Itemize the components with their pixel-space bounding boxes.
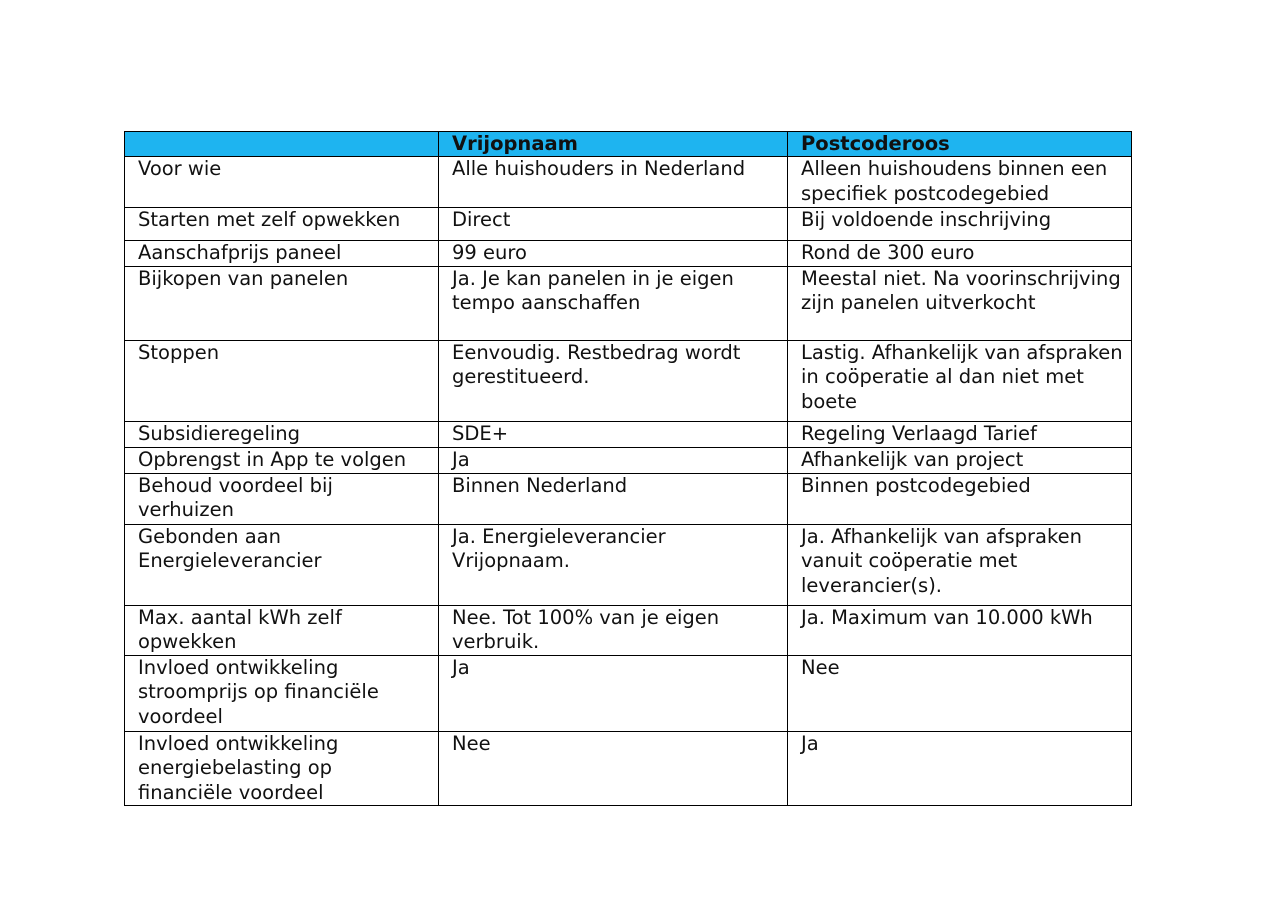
- table-row: [125, 340, 1132, 421]
- header-vrijopnaam: Vrijopnaam: [439, 132, 788, 157]
- row-label: Subsidieregeling: [125, 421, 439, 447]
- cell-vrijopnaam: Direct: [439, 208, 788, 241]
- row-label: Aanschafprijs paneel: [125, 241, 439, 267]
- table-row: [125, 524, 1132, 605]
- cell-vrijopnaam: Nee: [439, 731, 788, 806]
- cell-postcoderoos: Alleen huishoudens binnen een specifiek postcodegebied: [788, 157, 1132, 208]
- cell-postcoderoos: Binnen postcodegebied: [788, 473, 1132, 524]
- row-label: Opbrengst in App te volgen: [125, 447, 439, 473]
- row-label: Invloed ontwikkeling energiebelasting op financiële voordeel: [125, 731, 439, 806]
- row-label: Bijkopen van panelen: [125, 266, 439, 340]
- table-row: [125, 157, 1132, 208]
- table-row: [125, 421, 1132, 447]
- table-row: [125, 655, 1132, 731]
- row-label: Gebonden aan Energieleverancier: [125, 524, 439, 605]
- cell-vrijopnaam: Eenvoudig. Restbedrag wordt gerestitueerd.: [439, 340, 788, 421]
- header-empty-cell: [125, 132, 439, 157]
- cell-postcoderoos: Regeling Verlaagd Tarief: [788, 421, 1132, 447]
- cell-postcoderoos: Meestal niet. Na voorinschrijving zijn panelen uitverkocht: [788, 266, 1132, 340]
- cell-postcoderoos: Ja. Maximum van 10.000 kWh: [788, 605, 1132, 655]
- cell-postcoderoos: Afhankelijk van project: [788, 447, 1132, 473]
- row-label: Behoud voordeel bij verhuizen: [125, 473, 439, 524]
- row-label: Voor wie: [125, 157, 439, 208]
- comparison-table: [124, 131, 1132, 806]
- cell-postcoderoos: Ja: [788, 731, 1132, 806]
- row-label: Starten met zelf opwekken: [125, 208, 439, 241]
- cell-vrijopnaam: Binnen Nederland: [439, 473, 788, 524]
- cell-postcoderoos: Lastig. Afhankelijk van afspraken in coöperatie al dan niet met boete: [788, 340, 1132, 421]
- header-postcoderoos: Postcoderoos: [788, 132, 1132, 157]
- table-row: [125, 241, 1132, 267]
- cell-vrijopnaam: Ja. Energieleverancier Vrijopnaam.: [439, 524, 788, 605]
- table-row: [125, 731, 1132, 806]
- table-row: [125, 208, 1132, 241]
- cell-postcoderoos: Nee: [788, 655, 1132, 731]
- table-row: [125, 266, 1132, 340]
- cell-vrijopnaam: SDE+: [439, 421, 788, 447]
- table-row: [125, 605, 1132, 655]
- cell-vrijopnaam: Ja. Je kan panelen in je eigen tempo aanschaffen: [439, 266, 788, 340]
- cell-postcoderoos: Ja. Afhankelijk van afspraken vanuit coöperatie met leverancier(s).: [788, 524, 1132, 605]
- header-row: [125, 132, 1132, 157]
- cell-vrijopnaam: 99 euro: [439, 241, 788, 267]
- row-label: Stoppen: [125, 340, 439, 421]
- cell-vrijopnaam: Nee. Tot 100% van je eigen verbruik.: [439, 605, 788, 655]
- cell-vrijopnaam: Ja: [439, 447, 788, 473]
- row-label: Max. aantal kWh zelf opwekken: [125, 605, 439, 655]
- cell-vrijopnaam: Alle huishouders in Nederland: [439, 157, 788, 208]
- row-label: Invloed ontwikkeling stroomprijs op financiële voordeel: [125, 655, 439, 731]
- table-row: [125, 447, 1132, 473]
- cell-postcoderoos: Rond de 300 euro: [788, 241, 1132, 267]
- table-row: [125, 473, 1132, 524]
- cell-postcoderoos: Bij voldoende inschrijving: [788, 208, 1132, 241]
- cell-vrijopnaam: Ja: [439, 655, 788, 731]
